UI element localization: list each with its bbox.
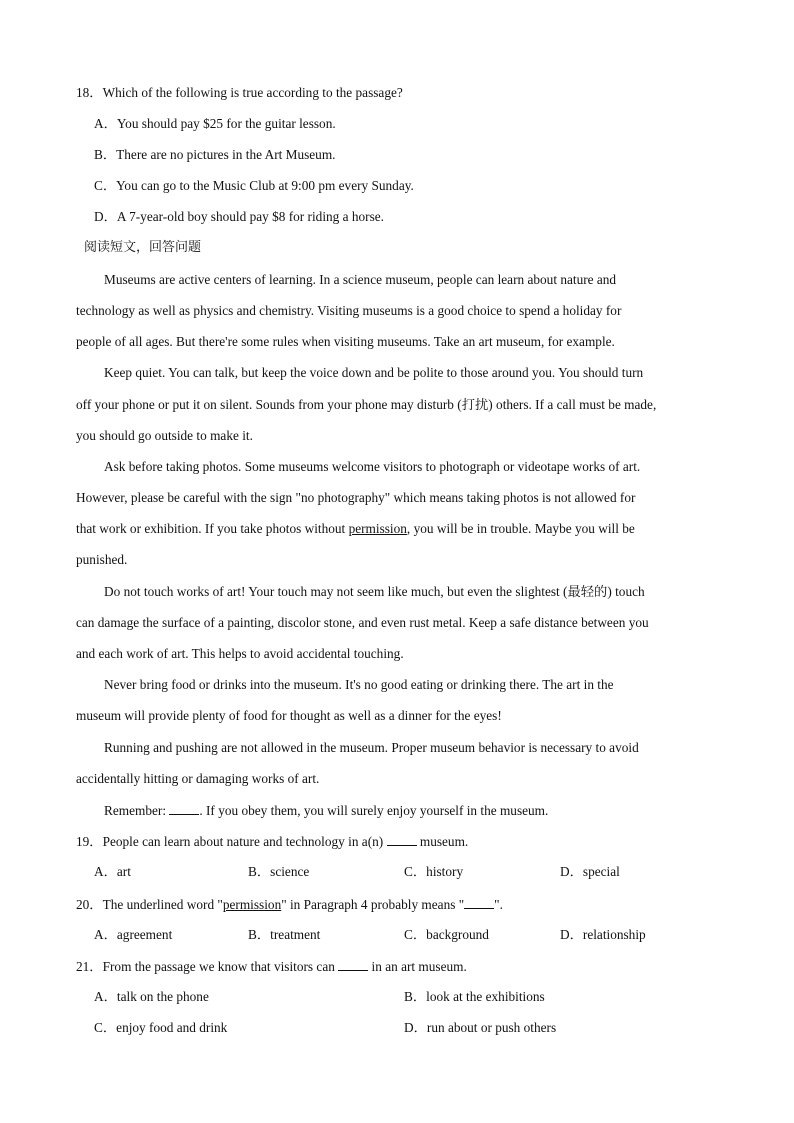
- q20-stem-text: ".: [494, 897, 503, 912]
- passage-line: However, please be careful with the sign "no photography" which means taking photos is not allowed for: [76, 490, 636, 505]
- passage-text: that work or exhibition. If you take photos without: [76, 521, 349, 536]
- passage-line: people of all ages. But there're some rules when visiting museums. Take an art museum, for example.: [76, 334, 615, 349]
- q21-stem-text: in an art museum.: [368, 959, 467, 974]
- passage-line: [76, 521, 635, 537]
- answer-blank: [338, 958, 368, 971]
- passage-line: punished.: [76, 552, 128, 567]
- q20-option-c: C．background: [404, 927, 489, 942]
- passage-line: Museums are active centers of learning. In a science museum, people can learn about nature and: [104, 272, 617, 287]
- q20-option-a: A．agreement: [94, 927, 173, 942]
- q19-option-c: C．history: [404, 864, 464, 879]
- passage-line: museum will provide plenty of food for thought as well as a dinner for the eyes!: [76, 708, 502, 723]
- q19-stem-text: museum.: [416, 834, 469, 849]
- section-heading: 阅读短文，回答问题: [84, 240, 202, 255]
- passage-line: accidentally hitting or damaging works of art.: [76, 771, 320, 786]
- q21-option-b: B．look at the exhibitions: [404, 989, 545, 1004]
- q21-option-c: C．enjoy food and drink: [94, 1020, 228, 1035]
- q21-option-a: A．talk on the phone: [94, 989, 209, 1004]
- q18-stem: 18．Which of the following is true according to the passage?: [76, 85, 403, 100]
- underlined-word: permission: [222, 897, 282, 912]
- passage-line: off your phone or put it on silent. Sounds from your phone may disturb (打扰) others. If a call must be made,: [76, 397, 657, 412]
- q18-option-b: B．There are no pictures in the Art Museum.: [94, 147, 336, 162]
- q19-stem-text: 19．People can learn about nature and technology in a(n): [76, 834, 387, 849]
- passage-text: . If you obey them, you will surely enjoy yourself in the museum.: [199, 803, 549, 818]
- q19-option-b: B．science: [248, 864, 310, 879]
- answer-blank: [464, 896, 494, 909]
- passage-text: , you will be in trouble. Maybe you will be: [406, 521, 635, 536]
- q19-option-d: D．special: [560, 864, 620, 879]
- q18-option-a: A．You should pay $25 for the guitar lesson.: [94, 116, 336, 131]
- q20-stem: [76, 896, 503, 913]
- q20-stem-text: " in Paragraph 4 probably means ": [281, 897, 465, 912]
- passage-line: Never bring food or drinks into the museum. It's no good eating or drinking there. The art in the: [104, 677, 614, 692]
- q20-option-b: B．treatment: [248, 927, 321, 942]
- q21-option-d: D．run about or push others: [404, 1020, 557, 1035]
- passage-line: [104, 802, 548, 819]
- q20-option-d: D．relationship: [560, 927, 646, 942]
- passage-line: Running and pushing are not allowed in the museum. Proper museum behavior is necessary to avoid: [104, 740, 639, 755]
- passage-line: you should go outside to make it.: [76, 428, 253, 443]
- q19-stem: [76, 833, 468, 850]
- answer-blank: [169, 802, 199, 815]
- passage-line: Keep quiet. You can talk, but keep the voice down and be polite to those around you. You should turn: [104, 365, 644, 380]
- q18-option-c: C．You can go to the Music Club at 9:00 pm every Sunday.: [94, 178, 414, 193]
- answer-blank: [387, 833, 417, 846]
- q21-stem-text: 21．From the passage we know that visitors can: [76, 959, 339, 974]
- q20-stem-text: 20．The underlined word ": [76, 897, 223, 912]
- passage-line: technology as well as physics and chemistry. Visiting museums is a good choice to spend a holiday for: [76, 303, 622, 318]
- passage-line: Do not touch works of art! Your touch may not seem like much, but even the slightest (最轻的) touch: [104, 584, 645, 599]
- q21-stem: [76, 958, 467, 975]
- passage-text: Remember:: [104, 803, 170, 818]
- q18-option-d: D．A 7-year-old boy should pay $8 for riding a horse.: [94, 209, 384, 224]
- passage-line: Ask before taking photos. Some museums welcome visitors to photograph or videotape works of art.: [104, 459, 641, 474]
- passage-line: and each work of art. This helps to avoid accidental touching.: [76, 646, 404, 661]
- underlined-word: permission: [348, 521, 407, 536]
- passage-line: can damage the surface of a painting, discolor stone, and even rust metal. Keep a safe distance between you: [76, 615, 649, 630]
- q19-option-a: A．art: [94, 864, 131, 879]
